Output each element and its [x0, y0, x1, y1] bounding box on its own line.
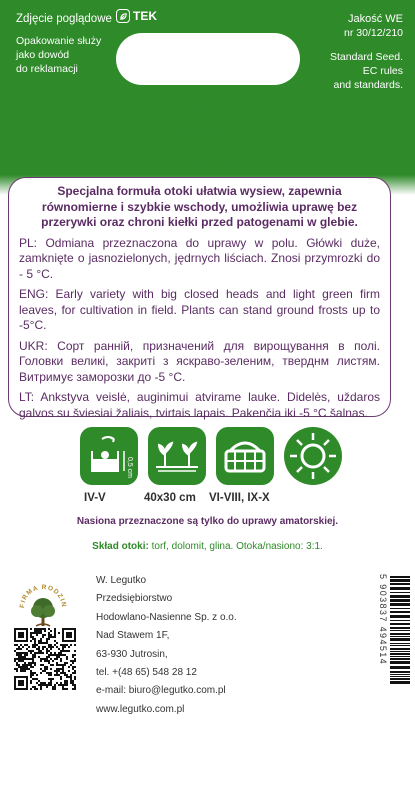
- header-left: [16, 12, 112, 76]
- barcode: [376, 572, 410, 688]
- company-line: Przedsiębiorstwo: [96, 593, 173, 605]
- eng-text: ENG: Early variety with big closed heads and light green firm leaves, for cultivation in field. Plants can stand ground frosts up to -5°C.: [19, 287, 380, 332]
- header-right: [330, 12, 403, 92]
- family-firm-logo: [16, 578, 70, 632]
- lt-text: LT: Ankstyva veislė, auginimui atvirame lauke. Didelės, uždaros galvos su šviesiai žaliais, tvirtais lapais. Pakenčia iki -5 °C šalnas.: [19, 390, 380, 420]
- company-line: tel. +(48 65) 548 28 12: [96, 667, 197, 679]
- packaging-line: do reklamacji: [16, 63, 78, 75]
- quality-label: Jakość WE: [347, 13, 403, 25]
- pl-text: PL: Odmiana przeznaczona do uprawy w polu. Główki duże, zamknięte o jasnozielonych, jędrnych liściach. Znosi przymrozki do - 5 °C.: [19, 235, 380, 281]
- latin-name: Lactuca sativa: [162, 152, 253, 168]
- company-line: W. Legutko: [96, 575, 147, 586]
- firm-logo-text: FIRMA RODZIN: [18, 583, 68, 609]
- preview-label: Zdjęcie poglądowe: [16, 13, 112, 25]
- packaging-line: Opakowanie służy: [16, 35, 102, 47]
- company-line: Hodowlano-Nasienne Sp. z o.o.: [96, 611, 237, 623]
- spacing-icon: [148, 427, 206, 485]
- plant-spacing: 40x30 cm: [144, 492, 196, 504]
- tek-brand: [116, 9, 157, 23]
- product-variety: Král Máje I: [162, 120, 253, 140]
- company-line: 63-930 Jutrosin,: [96, 648, 168, 660]
- leaf-icon: [116, 9, 130, 23]
- standard-line: EC rules: [362, 65, 403, 77]
- composition-text: torf, dolomit, glina. Otoka/nasiono: 3:1.: [148, 541, 323, 552]
- sun-icon: [284, 427, 342, 485]
- intro-text: Specjalna formuła otoki ułatwia wysiew, zapewnia równomierne i szybkie wschody, umożliwia uprawę bez przerywki oraz chroni kiełki przed patogenami w glebie.: [41, 184, 358, 229]
- brand-label: TEK: [133, 9, 157, 23]
- harvest-period: VI-VIII, IX-X: [209, 492, 270, 504]
- qr-code: [14, 628, 76, 690]
- product-name: Sałata: [180, 98, 235, 118]
- harvest-basket-icon: [216, 427, 274, 485]
- seed-window: [116, 33, 300, 85]
- depth-label: 0,5 cm: [126, 457, 133, 479]
- barcode-number: 5 903837 494514: [378, 574, 388, 666]
- number-label: nr 30/12/210: [344, 27, 403, 39]
- packaging-line: jako dowód: [16, 49, 70, 61]
- description-box: [8, 177, 391, 420]
- composition-label: Skład otoki:: [92, 541, 149, 552]
- cultivation-icons: [80, 427, 342, 485]
- company-line: Nad Stawem 1F,: [96, 630, 170, 642]
- ukr-text: UKR: Сорт ранній, призначений для вирощування в полі. Головки великі, закриті з яскраво-зеленим, тверднм листям. Витримує заморозки до -5 °C.: [19, 338, 380, 384]
- company-website: www.legutko.com.pl: [96, 703, 185, 715]
- company-info: [96, 572, 237, 719]
- standard-line: and standards.: [333, 79, 403, 91]
- amateur-note: Nasiona przeznaczone są tylko do uprawy amatorskiej.: [76, 516, 339, 527]
- company-email: e-mail: biuro@legutko.com.pl: [96, 685, 226, 697]
- standard-line: Standard Seed.: [330, 51, 403, 63]
- coating-composition: [0, 541, 415, 552]
- sowing-icon: [80, 427, 138, 485]
- sowing-period: IV-V: [84, 492, 106, 504]
